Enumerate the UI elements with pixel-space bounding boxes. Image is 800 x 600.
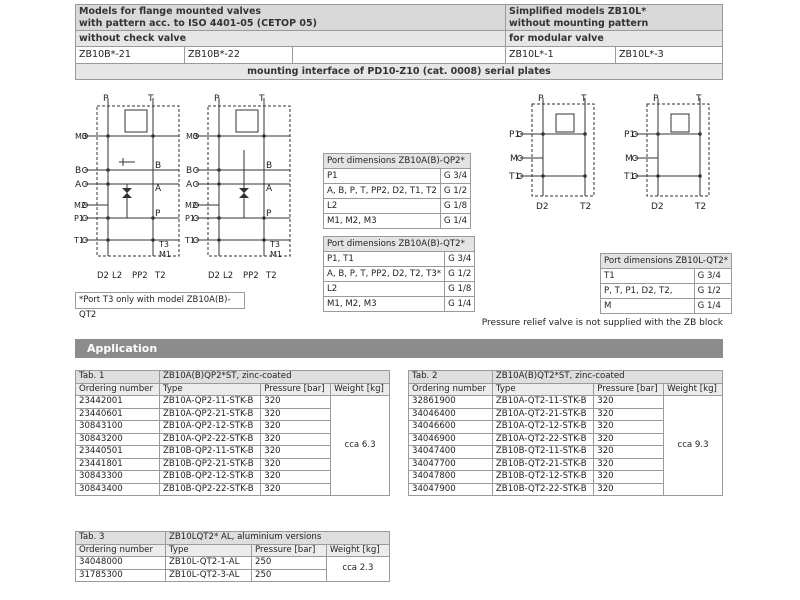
col-type: Type [165,544,251,557]
port-table-caption: Port dimensions ZB10A(B)-QT2* [324,237,475,252]
port-name: P, T, P1, D2, T2, [601,284,695,299]
col-ordering-number: Ordering number [409,383,493,396]
mounting-interface-label: mounting interface of PD10-Z10 (cat. 0008) serial plates [76,64,723,80]
col-type: Type [492,383,593,396]
port-label-t1: T1 [185,236,195,245]
port-name: M1, M2, M3 [324,214,441,229]
port-label-b: B [186,166,193,176]
application-section-header: Application [75,339,723,358]
model-cell-empty [293,47,506,64]
port-label-m: M [510,154,518,164]
port-label-p: P [214,94,220,104]
port-name: T1 [601,269,695,284]
port-label-p: P [538,94,544,104]
port-table-caption: Port dimensions ZB10L-QT2* [601,254,732,269]
port-label-p1: P1 [509,130,521,140]
port-label-t1: T1 [509,172,521,182]
relief-valve-note: Pressure relief valve is not supplied with the ZB block [481,318,723,328]
table-row: 23440501 ZB10B-QP2-11-STK-B 320 [76,446,390,459]
flange-models-title: Models for flange mounted valves with pattern acc. to ISO 4401-05 (CETOP 05) [76,5,506,31]
port-size: G 1/4 [694,299,731,314]
port-label-l2: L2 [112,271,123,281]
port-label-t1: T1 [74,236,84,245]
table-row: 34046600 ZB10A-QT2-12-STK-B 320 [409,421,723,434]
port-label-p-right: P [266,209,272,219]
port-size: G 1/8 [445,282,475,297]
port-size: G 1/2 [445,267,475,282]
col-pressure: Pressure [bar] [261,383,331,396]
table-row: 34048000 ZB10L-QT2-1-AL 250 cca 2.3 [76,557,390,570]
hydraulic-schematic-zb10l-1 [510,92,600,212]
port-size: G 1/2 [440,184,470,199]
hydraulic-schematic-zb10l-3 [625,92,715,212]
table-label: Tab. 3 [76,532,166,545]
port-label-t: T [259,94,265,104]
table-row: 31785300 ZB10L-QT2-3-AL 250 [76,569,390,582]
weight-cell: cca 2.3 [326,557,389,582]
port-label-m2: M2 [74,201,86,210]
port-table-qt2 [323,236,475,312]
col-weight: Weight [kg] [326,544,389,557]
port-label-p-right: P [155,209,161,219]
port-label-a-right: A [266,184,273,194]
col-pressure: Pressure [bar] [594,383,664,396]
port-label-pp2: PP2 [243,271,259,281]
port-label-a: A [186,180,193,190]
port-name: P1, T1 [324,252,445,267]
table-row: 30843200 ZB10A-QP2-22-STK-B 320 [76,433,390,446]
port-size: G 1/8 [440,199,470,214]
port-label-p: P [653,94,659,104]
table-row: 34046400 ZB10A-QT2-21-STK-B 320 [409,408,723,421]
port-size: G 1/4 [445,297,475,312]
port-size: G 3/4 [694,269,731,284]
table-label: Tab. 2 [409,371,493,384]
port-label-l2: L2 [223,271,234,281]
port-label-t2: T2 [155,271,166,281]
port-label-p1: P1 [624,130,636,140]
port-label-t2: T2 [580,202,592,212]
port-label-d2: D2 [208,271,220,281]
port-label-pp2: PP2 [132,271,148,281]
model-cell: ZB10L*-3 [616,47,723,64]
application-table-3 [75,531,390,582]
port-label-b-right: B [155,161,162,171]
t3-footnote: *Port T3 only with model ZB10A(B)-QT2 [75,292,245,309]
weight-cell: cca 9.3 [664,396,723,496]
model-cell: ZB10B*-21 [76,47,185,64]
hydraulic-schematic-zb10-22 [186,92,306,282]
port-table-caption: Port dimensions ZB10A(B)-QP2* [324,154,471,169]
port-size: G 1/4 [440,214,470,229]
port-name: A, B, P, T, PP2, D2, T2, T3* [324,267,445,282]
port-size: G 3/4 [445,252,475,267]
port-label-b-right: B [266,161,273,171]
port-label-p1: P1 [74,214,84,223]
port-label-m3: M3 [75,132,87,141]
table-row: 34046900 ZB10A-QT2-22-STK-B 320 [409,433,723,446]
table-row: 30843400 ZB10B-QP2-22-STK-B 320 [76,483,390,496]
table-row: 23440601 ZB10A-QP2-21-STK-B 320 [76,408,390,421]
model-cell: ZB10B*-22 [185,47,293,64]
port-label-a: A [75,180,82,190]
table-description: ZB10A(B)QP2*ST, zinc-coated [159,371,389,384]
port-label-t: T [148,94,154,104]
simplified-models-title: Simplified models ZB10L* without mounting pattern [506,5,723,31]
modular-valve-label: for modular valve [506,31,723,47]
table-row: 34047800 ZB10B-QT2-12-STK-B 320 [409,471,723,484]
col-type: Type [159,383,260,396]
port-label-m3: M3 [186,132,198,141]
table-description: ZB10LQT2* AL, aluminium versions [165,532,389,545]
port-label-m1: M1 [159,250,171,259]
port-table-qp2 [323,153,471,229]
port-label-t2: T2 [266,271,277,281]
table-row: 23442001 ZB10A-QP2-11-STK-B 320 cca 6.3 [76,396,390,409]
model-cell: ZB10L*-1 [506,47,616,64]
port-label-d2: D2 [536,202,549,212]
port-name: L2 [324,282,445,297]
application-table-2 [408,370,723,496]
port-label-p1: P1 [185,214,195,223]
port-label-a-right: A [155,184,162,194]
application-table-1 [75,370,390,496]
port-label-t3: T3 [159,240,169,249]
port-name: A, B, P, T, PP2, D2, T1, T2 [324,184,441,199]
port-label-t1: T1 [624,172,636,182]
port-label-t3: T3 [270,240,280,249]
table-row: 30843300 ZB10B-QP2-12-STK-B 320 [76,471,390,484]
table-row: 34047900 ZB10B-QT2-22-STK-B 320 [409,483,723,496]
table-row: 34047700 ZB10B-QT2-21-STK-B 320 [409,458,723,471]
port-size: G 1/2 [694,284,731,299]
col-ordering-number: Ordering number [76,544,166,557]
col-pressure: Pressure [bar] [251,544,326,557]
port-label-b: B [75,166,82,176]
port-label-t2: T2 [695,202,707,212]
port-name: P1 [324,169,441,184]
port-label-t: T [696,94,702,104]
port-name: M1, M2, M3 [324,297,445,312]
weight-cell: cca 6.3 [331,396,390,496]
table-label: Tab. 1 [76,371,160,384]
table-description: ZB10A(B)QT2*ST, zinc-coated [492,371,722,384]
port-label-d2: D2 [651,202,664,212]
port-name: M [601,299,695,314]
table-row: 32861900 ZB10A-QT2-11-STK-B 320 cca 9.3 [409,396,723,409]
model-overview-table [75,4,723,80]
port-label-t: T [581,94,587,104]
port-label-p: P [103,94,109,104]
table-row: 34047400 ZB10B-QT2-11-STK-B 320 [409,446,723,459]
without-check-valve-label: without check valve [76,31,506,47]
table-row: 30843100 ZB10A-QP2-12-STK-B 320 [76,421,390,434]
col-weight: Weight [kg] [664,383,723,396]
col-ordering-number: Ordering number [76,383,160,396]
port-label-m1: M1 [270,250,282,259]
port-label-m: M [625,154,633,164]
hydraulic-schematic-zb10-21 [75,92,195,282]
col-weight: Weight [kg] [331,383,390,396]
port-name: L2 [324,199,441,214]
port-label-d2: D2 [97,271,109,281]
port-table-zb10l [600,253,732,314]
port-label-m2: M2 [185,201,197,210]
table-row: 23441801 ZB10B-QP2-21-STK-B 320 [76,458,390,471]
port-size: G 3/4 [440,169,470,184]
